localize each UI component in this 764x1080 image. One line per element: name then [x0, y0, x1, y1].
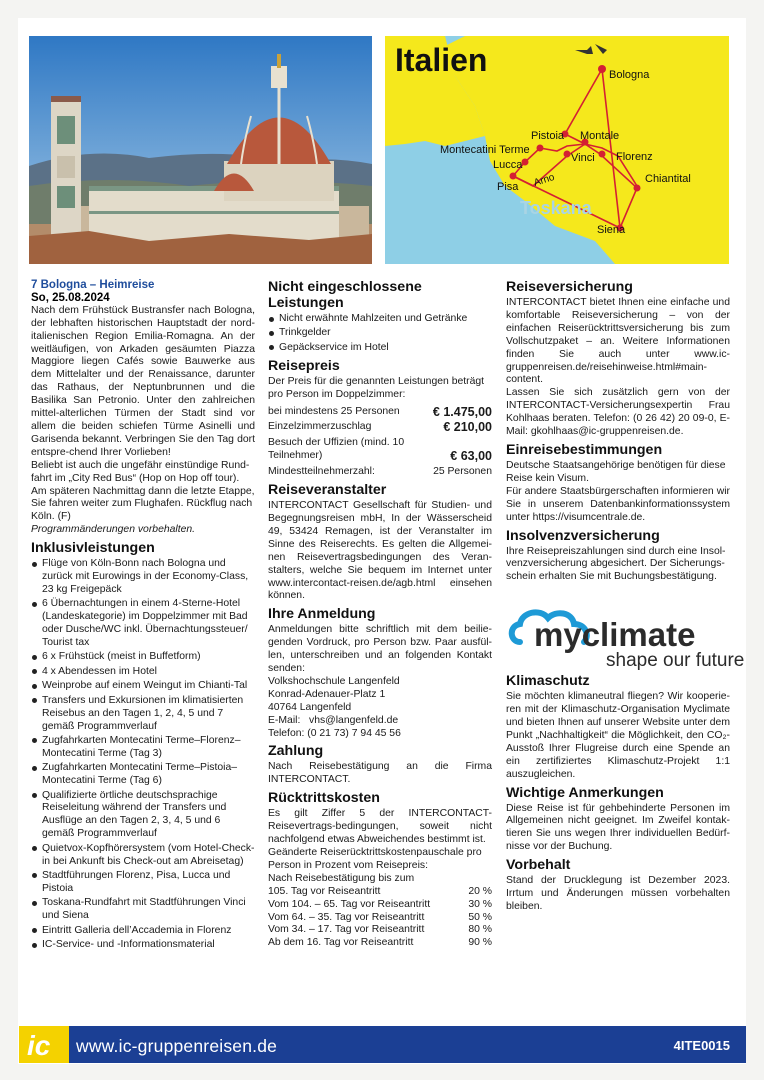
map-label-bologna: Bologna [609, 69, 650, 81]
cancellation-row [268, 873, 492, 899]
program-note: Programmänderungen vorbehalten. [31, 524, 196, 536]
address-line: Konrad-Adenauer-Platz 1 [268, 688, 386, 700]
list-item: Stadtführungen Florenz, Pisa, Lucca und Pistoia [31, 870, 255, 896]
email-line [268, 715, 492, 728]
column-2 [268, 279, 492, 950]
entry-text: Deutsche Staatsangehörige benötigen für diese Reise kein Visum. [506, 459, 726, 484]
registration-text: Anmeldungen bitte schriftlich mit dem beilie-genden Vordruck, pro Person bzw. Paar ausfül-len, unterschreiben und an folgenden Kontakt senden: [268, 624, 492, 675]
cancellation-value: 20 % [468, 885, 492, 897]
price-row [268, 421, 492, 434]
list-item: 6 x Frühstück (meist in Buffetform) [31, 651, 255, 664]
cancellation-label: Ab dem 16. Tag vor Reiseantritt [268, 937, 414, 949]
price-label: Einzelzimmerzuschlag [268, 421, 372, 433]
reservation-heading: Vorbehalt [506, 857, 571, 874]
day-date: So, 25.08.2024 [31, 291, 110, 304]
list-item: Quietvox-Kopfhörersystem (vom Hotel-Check-in bei Ankunft bis Check-out am Abreisetag) [31, 843, 255, 869]
organizer-text: INTERCONTACT Gesellschaft für Studien- und Begegnungsreisen mbH, In der Wässerscheid 49, 53424 Remagen, ist der Veranstalter im Sinne des Reiserechts. Es gelten die Allgemei-nen Reisevertragsbedingungen des Veran-stalters, welche Sie bequem im Internet unter www.intercontact-reisen.de/agb.html einsehen können. [268, 500, 492, 602]
map-label-montecatini: Montecatini Terme [440, 144, 530, 156]
telephone-line: Telefon: (0 21 73) 7 94 45 56 [268, 727, 401, 739]
list-item: Zugfahrkarten Montecatini Terme–Florenz–Montecatini Terme (Tag 3) [31, 735, 255, 761]
cancellation-row [268, 899, 492, 912]
list-item: Gepäckservice im Hotel [268, 342, 492, 355]
cancellation-text: Es gilt Ziffer 5 der INTERCONTACT-Reisevertrags-bedingungen, soweit nicht nachfolgend etwas Abweichendes bestimmt ist. [268, 808, 492, 846]
svg-text:myclimate: myclimate [534, 616, 696, 654]
cancellation-row [268, 937, 492, 950]
address-line: 40764 Langenfeld [268, 701, 352, 713]
min-participants-row [268, 466, 492, 479]
map-label-vinci: Vinci [571, 152, 595, 164]
insurance-text-2: Lassen Sie sich zusätzlich gern von der INTERCONTACT-Versicherungsexpertin Frau Kohlhaas beraten. Telefon: (0 26 42) 20 09-0, E-Mail: gkohlhaas@ic-gruppenreisen.de. [506, 387, 730, 438]
list-item: Flüge von Köln-Bonn nach Bologna und zurück mit Eurowings in der Economy-Class, 23 kg Freigepäck [31, 558, 255, 597]
min-participants-value: 25 Personen [433, 466, 492, 478]
cancellation-row [268, 912, 492, 925]
day-place: Bologna – Heimreise [40, 279, 155, 291]
map-label-chiantital: Chiantital [645, 173, 691, 185]
column-3 [506, 279, 745, 914]
map-label-pisa: Pisa [497, 181, 519, 193]
list-item: Weinprobe auf einem Weingut im Chianti-Tal [31, 680, 255, 693]
map-label-lucca: Lucca [493, 159, 523, 171]
inclusive-list [31, 558, 255, 952]
list-item: Zugfahrkarten Montecatini Terme–Pistoia–Montecatini Terme (Tag 6) [31, 762, 255, 788]
address-line: Volkshochschule Langenfeld [268, 675, 400, 687]
cancellation-heading: Rücktrittskosten [268, 790, 380, 807]
insurance-text: INTERCONTACT bietet Ihnen eine einfache und komfortable Reiseversicherung – von der einfachen Reiserücktrittsversicherung bis zum Vollschutzpaket – an. Weitere Informationen finden Sie auch unter www.ic-gruppenreisen.de/reisehinweise.html#main-content. [506, 297, 730, 386]
insurance-heading: Reiseversicherung [506, 279, 633, 295]
price-label: Besuch der Uffizien (mind. 10 Teilnehmer) [268, 437, 405, 462]
price-row [268, 437, 492, 463]
map-label-florenz: Florenz [616, 151, 653, 163]
catalog-code: 4ITE0015 [673, 1038, 730, 1053]
price-value: € 1.475,00 [432, 404, 492, 419]
map-label-arno: Arno [532, 171, 557, 189]
map-label-siena: Siena [597, 224, 626, 236]
payment-heading: Zahlung [268, 743, 324, 760]
svg-text:shape our future: shape our future [606, 650, 745, 672]
cancellation-label: Nach Reisebestätigung bis zum 105. Tag vor Reiseantritt [268, 872, 415, 897]
climate-text: Sie möchten klimaneutral fliegen? Wir kooperie-ren mit der Klimaschutz-Organisation Myclimate und bieten Ihnen auf unserer Website unter dem Punkt „Nachhaltigkeit“ die Möglichkeit, den CO₂-Ausstoß Ihrer Flugreise durch eine Spende an ein zertifiziertes Klimaschutz-Projekt 1:1 auszugleichen. [506, 691, 730, 780]
list-item: 4 x Abendessen im Hotel [31, 666, 255, 679]
list-item: Qualifizierte örtliche deutschsprachige Reiseleitung während der Transfers und Ausflüge an den Tagen 2, 3, 4, 5 und 6 gemäß Programmverlauf [31, 790, 255, 842]
price-heading: Reisepreis [268, 357, 340, 374]
list-item: Toskana-Rundfahrt mit Stadtführungen Vinci und Siena [31, 897, 255, 923]
list-item: Nicht erwähnte Mahlzeiten und Getränke [268, 313, 492, 326]
entry-heading: Einreisebestimmungen [506, 441, 663, 458]
day-text: Nach dem Frühstück Bustransfer nach Bologna, der lebhaften historischen Hauptstadt der nord-italienischen Region Emilia-Romagna. An der weitläufigen, von Arkaden gesäumten Piazza Maggiore liegen Cafés sowie Bauwerke aus dem Mittelalter und der Renaissance, darunter das Rathaus, der Neptunbrunnen und die Basilika San Petronio. Unter den zahlreichen mittel-alterlichen Türmen der Stadt sind vor allem die beiden schiefen Türme Asinelli und Garisenda bekannt. Verbringen Sie den Tag dort entspre-chend Ihrer Vorlieben! [31, 304, 255, 458]
map-label-montale: Montale [580, 130, 620, 142]
insolvency-text: Ihre Reisepreiszahlungen sind durch eine Insol-venzversicherung abgesichert. Der Sicherungs-schein erhalten Sie mit Buchungsbestätigung. [506, 545, 726, 583]
map-region-label: Toskana [520, 198, 592, 218]
day-number: 7 [31, 279, 38, 291]
cancellation-value: 90 % [468, 937, 492, 949]
registration-heading: Ihre Anmeldung [268, 606, 376, 623]
florence-cathedral-photo [29, 36, 372, 264]
payment-text: Nach Reisebestätigung an die Firma INTERCONTACT. [268, 761, 492, 786]
tuscany-map [385, 36, 729, 264]
price-value: € 210,00 [443, 420, 492, 435]
list-item: Transfers und Exkursionen im klimatisierten Reisebus an den Tagen 1, 2, 4, 5 und 7 gemäß Programmverlauf [31, 695, 255, 734]
cancellation-row [268, 924, 492, 937]
insolvency-heading: Insolvenzversicherung [506, 527, 660, 544]
email-link[interactable]: vhs@langenfeld.de [309, 714, 399, 726]
min-participants-label: Mindestteilnehmerzahl: [268, 466, 375, 478]
reservation-text: Stand der Drucklegung ist Dezember 2023. Irrtum und Änderungen müssen vorbehalten bleiben. [506, 875, 730, 912]
excluded-list [268, 313, 492, 355]
notes-heading: Wichtige Anmerkungen [506, 784, 664, 801]
cancellation-text-2: Geänderte Reiserücktrittskostenpauschale pro Person in Prozent vom Reisepreis: [268, 847, 482, 871]
cancellation-label: Vom 104. – 65. Tag vor Reiseantritt [268, 898, 431, 910]
inclusive-heading: Inklusivleistungen [31, 540, 155, 557]
day-heading [31, 279, 255, 292]
day-text-3: Am späteren Nachmittag dann die letzte Etappe, Sie fahren weiter zum Flughafen. Rückflug nach Köln. (F) [31, 485, 255, 523]
cancellation-label: Vom 64. – 35. Tag vor Reiseantritt [268, 911, 425, 923]
map-label-pistoia: Pistoia [531, 130, 565, 142]
list-item: 6 Übernachtungen in einem 4-Sterne-Hotel (Landeskategorie) im Doppelzimmer mit Bad oder Dusche/WC inkl. Übernachtungssteuer/ Tourist tax [31, 598, 255, 650]
list-item: IC-Service- und -Informationsmaterial [31, 939, 255, 952]
price-label: bei mindestens 25 Personen [268, 405, 400, 417]
organizer-heading: Reiseveranstalter [268, 482, 387, 499]
climate-heading: Klimaschutz [506, 673, 590, 690]
list-item: Eintritt Galleria dell’Accademia in Florenz [31, 925, 255, 938]
cancellation-label: Vom 34. – 17. Tag vor Reiseantritt [268, 924, 425, 936]
day-text-2: Beliebt ist auch die ungefähr einstündige Rund-fahrt im „City Red Bus“ (Hop on Hop off tour). [31, 459, 250, 484]
ic-logo [19, 1026, 69, 1063]
column-1 [31, 279, 255, 953]
list-item: Trinkgelder [268, 327, 492, 340]
price-value: € 63,00 [450, 449, 492, 464]
cancellation-value: 50 % [468, 911, 492, 923]
map-title: Italien [395, 42, 488, 78]
website-link[interactable]: www.ic-gruppenreisen.de [76, 1036, 278, 1056]
entry-text-2: Für andere Staatsbürgerschaften informieren wir Sie in unserem Datenbankinformationssystem unter https://visumcentrale.de. [506, 485, 730, 523]
price-intro: Der Preis für die genannten Leistungen beträgt pro Person im Doppelzimmer: [268, 375, 485, 400]
excluded-heading: Nicht eingeschlossene Leistungen [268, 279, 422, 311]
cancellation-value: 30 % [468, 898, 492, 910]
price-row [268, 406, 492, 419]
email-label: E-Mail: [268, 714, 301, 726]
cancellation-value: 80 % [468, 924, 492, 936]
svg-text:ic: ic [27, 1030, 51, 1061]
myclimate-logo [506, 602, 745, 672]
notes-text: Diese Reise ist für gehbehinderte Personen im Allgemeinen nicht geeignet. Im Zweifel kontak-tieren Sie uns wegen Ihrer individuellen Bedürf-nisse vor der Buchung. [506, 802, 730, 853]
